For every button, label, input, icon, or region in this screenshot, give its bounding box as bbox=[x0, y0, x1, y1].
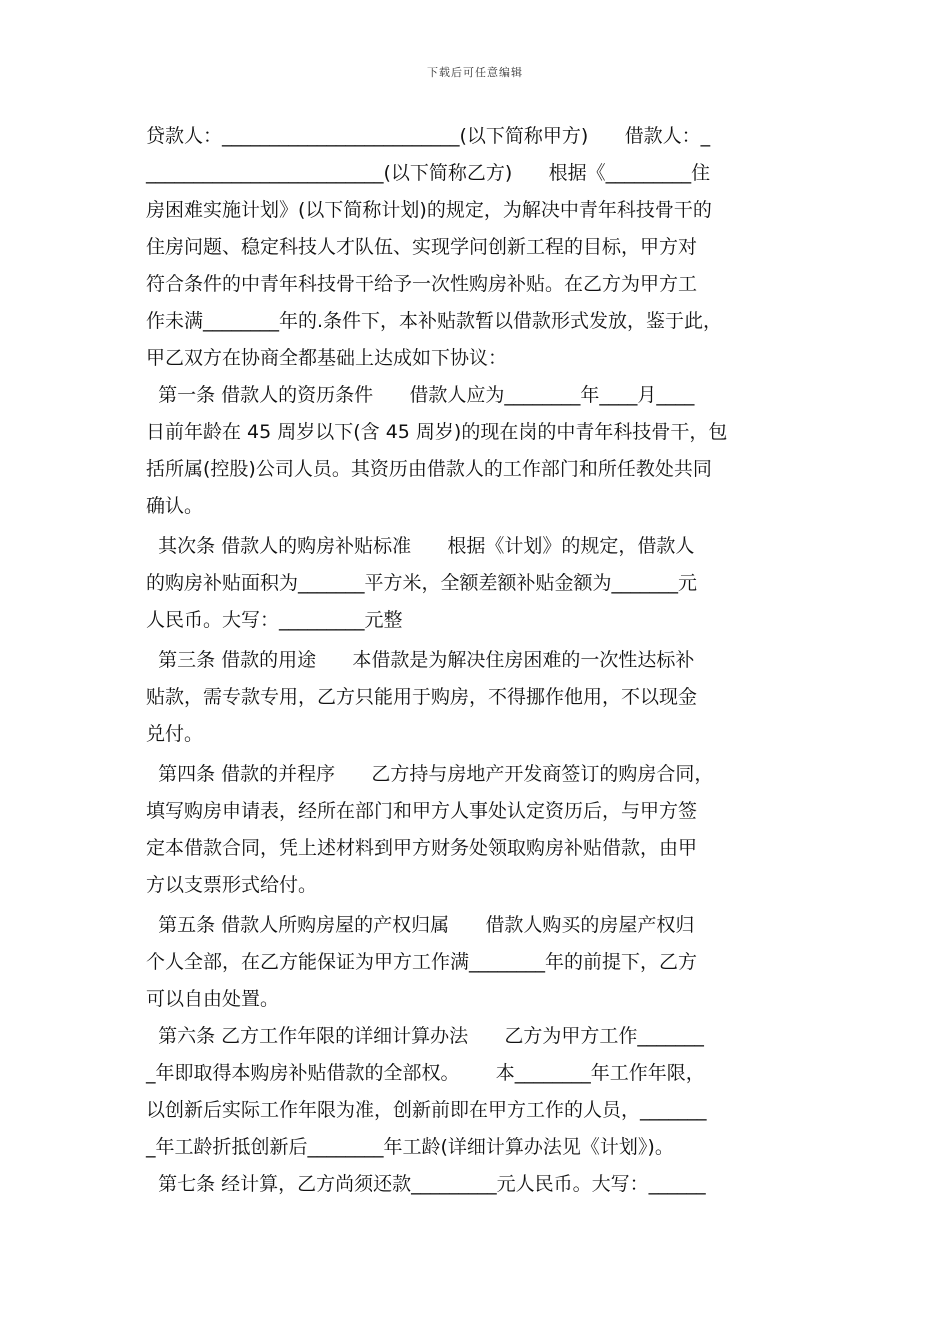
text-line: 甲乙双方在协商全都基础上达成如下协议： bbox=[146, 347, 508, 369]
text-line: 贷款人：_________________________(以下简称甲方) 借款人：_ bbox=[146, 125, 711, 147]
contract-body bbox=[146, 118, 811, 1203]
text-line: 的购房补贴面积为_______平方米，全额差额补贴金额为_______元 bbox=[146, 572, 698, 594]
article-5-line: 第五条 借款人所购房屋的产权归属 借款人购买的房屋产权归 bbox=[146, 914, 695, 936]
text-line: 定本借款合同，凭上述材料到甲方财务处领取购房补贴借款，由甲 bbox=[146, 837, 698, 859]
text-line: 填写购房申请表，经所在部门和甲方人事处认定资历后，与甲方签 bbox=[146, 800, 698, 822]
text-line: 住房问题、稳定科技人才队伍、实现学问创新工程的目标，甲方对 bbox=[146, 236, 698, 258]
text-line: 可以自由处置。 bbox=[146, 988, 280, 1010]
text-line: 日前年龄在 45 周岁以下(含 45 周岁)的现在岗的中青年科技骨干，包 bbox=[146, 421, 728, 443]
text-line: 个人全部，在乙方能保证为甲方工作满________年的前提下，乙方 bbox=[146, 951, 698, 973]
text-line: 以创新后实际工作年限为准，创新前即在甲方工作的人员，_______ bbox=[146, 1099, 707, 1121]
text-line: _________________________(以下简称乙方) 根据《_________住 bbox=[146, 162, 711, 184]
article-7-line: 第七条 经计算，乙方尚须还款_________元人民币。大写：______ bbox=[146, 1173, 706, 1195]
article-4-line: 第四条 借款的并程序 乙方持与房地产开发商签订的购房合同， bbox=[146, 763, 714, 785]
page-header-note: 下载后可任意编辑 bbox=[427, 66, 523, 79]
text-line: 作未满________年的.条件下，本补贴款暂以借款形式发放，鉴于此， bbox=[146, 310, 723, 332]
text-line: 兑付。 bbox=[146, 723, 204, 745]
text-line: 人民币。大写：_________元整 bbox=[146, 609, 403, 631]
text-line: _年即取得本购房补贴借款的全部权。 本________年工作年限， bbox=[146, 1062, 705, 1084]
text-line: 确认。 bbox=[146, 495, 204, 517]
article-1-line: 第一条 借款人的资历条件 借款人应为________年____月____ bbox=[146, 384, 695, 406]
text-line: 贴款，需专款专用，乙方只能用于购房，不得挪作他用，不以现金 bbox=[146, 686, 698, 708]
article-3-line: 第三条 借款的用途 本借款是为解决住房困难的一次性达标补 bbox=[146, 649, 695, 671]
text-line: 符合条件的中青年科技骨干给予一次性购房补贴。在乙方为甲方工 bbox=[146, 273, 698, 295]
text-line: 房困难实施计划》(以下简称计划)的规定，为解决中青年科技骨干的 bbox=[146, 199, 712, 221]
text-line: _年工龄折抵创新后________年工龄(详细计算办法见《计划》)。 bbox=[146, 1136, 674, 1158]
article-6-line: 第六条 乙方工作年限的详细计算办法 乙方为甲方工作_______ bbox=[146, 1025, 704, 1047]
text-line: 括所属(控股)公司人员。其资历由借款人的工作部门和所任教处共同 bbox=[146, 458, 712, 480]
article-2-line: 其次条 借款人的购房补贴标准 根据《计划》的规定，借款人 bbox=[146, 535, 695, 557]
text-line: 方以支票形式给付。 bbox=[146, 874, 318, 896]
